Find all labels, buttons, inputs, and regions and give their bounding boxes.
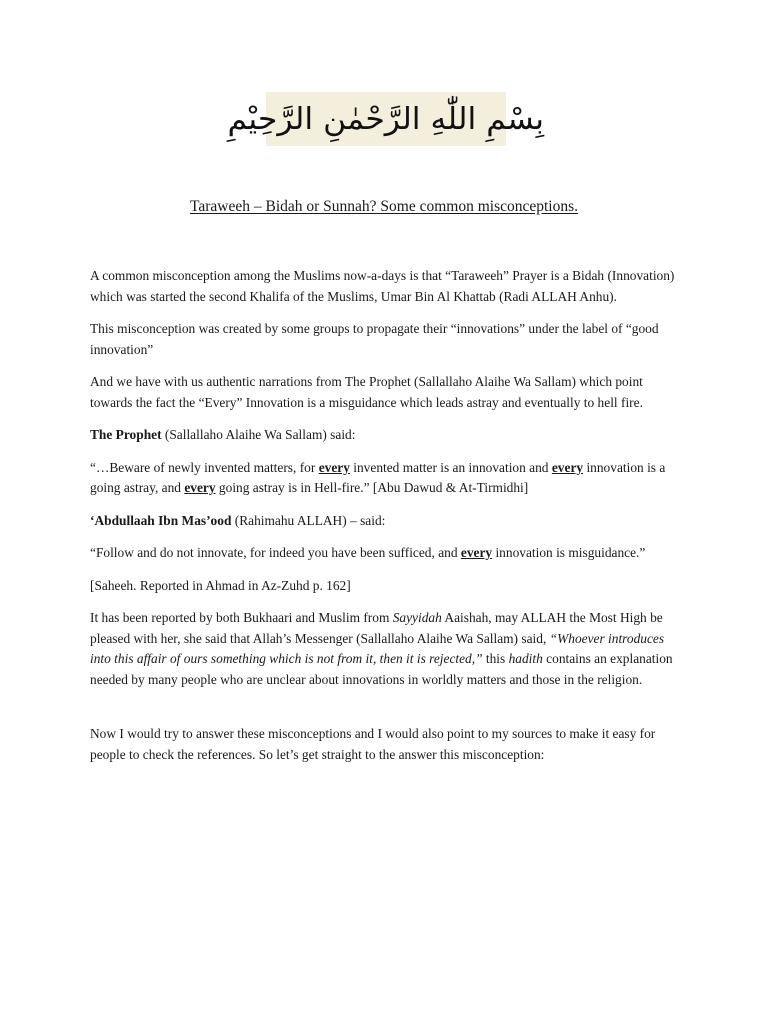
speaker-ibn-masood: ‘Abdullaah Ibn Mas’ood bbox=[90, 512, 232, 528]
italic-sayyidah: Sayyidah bbox=[392, 610, 442, 625]
italic-hadith-word: hadith bbox=[508, 651, 543, 666]
text-segment: this bbox=[482, 651, 509, 666]
paragraph-ibn-masood bbox=[90, 511, 684, 532]
emphasis-every: every bbox=[318, 459, 350, 475]
document-title: Taraweeh – Bidah or Sunnah? Some common misconceptions. bbox=[189, 198, 579, 215]
paragraph-intro: A common misconception among the Muslims now-a-days is that “Taraweeh” Prayer is a Bidah (Innovation) which was started the second Khalifa of the Muslims, Umar Bin Al Khattab (Radi ALLAH Anhu). bbox=[90, 268, 675, 304]
paragraph-reference: [Saheeh. Reported in Ahmad in Az-Zuhd p. 162] bbox=[90, 577, 351, 593]
paragraph-authentic-narrations: And we have with us authentic narrations from The Prophet (Sallallaho Alaihe Wa Sallam) which point towards the fact the “Every” Innovation is a misguidance which leads astray and eventually to hell fire. bbox=[90, 374, 643, 410]
speaker-prophet-rest: (Sallallaho Alaihe Wa Sallam) said: bbox=[161, 427, 356, 442]
text-segment: contains an explanation needed by many people who are unclear about innovations in worldly matters and those in the religion. bbox=[90, 651, 673, 687]
speaker-ibn-masood-rest: (Rahimahu ALLAH) – said: bbox=[231, 512, 386, 528]
italic-hadith-quote: “Whoever introduces into this affair of ours something which is not from it, then it is rejected,” bbox=[90, 630, 665, 666]
text-segment: It has been reported by both Bukhaari and Muslim from bbox=[90, 610, 393, 625]
quote-segment: “…Beware of newly invented matters, for bbox=[90, 459, 319, 475]
bismillah-calligraphy bbox=[227, 92, 545, 146]
text-segment: Aaishah, may ALLAH the Most High be pleased with her, she said that Allah’s Messenger (Sallallaho Alaihe Wa Sallam) said, bbox=[90, 610, 663, 646]
paragraph-hadith-quote bbox=[90, 458, 684, 499]
quote-segment: “Follow and do not innovate, for indeed you have been sufficed, and bbox=[90, 545, 461, 560]
paragraph-prophet-said bbox=[90, 425, 684, 446]
quote-segment: innovation is misguidance.” bbox=[492, 545, 646, 560]
emphasis-every: every bbox=[460, 545, 493, 560]
quote-segment: invented matter is an innovation and bbox=[349, 459, 552, 475]
paragraph-bukhaari-muslim bbox=[90, 608, 684, 690]
emphasis-every: every bbox=[184, 480, 216, 495]
paragraph-answer-intro: Now I would try to answer these misconceptions and I would also point to my sources to make it easy for people to check the references. So let’s get straight to the answer this misconception: bbox=[90, 726, 656, 762]
speaker-prophet: The Prophet bbox=[90, 427, 162, 442]
bismillah-text: بِسْمِ اللّٰهِ الرَّحْمٰنِ الرَّحِيْمِ bbox=[227, 101, 545, 137]
paragraph-follow-quote bbox=[90, 543, 684, 564]
quote-segment: going astray is in Hell-fire.” [Abu Dawud & At-Tirmidhi] bbox=[215, 480, 529, 495]
quote-segment: innovation is a going astray, and bbox=[90, 459, 666, 495]
emphasis-every: every bbox=[551, 459, 584, 475]
document-body bbox=[90, 266, 684, 777]
paragraph-misconception-origin: This misconception was created by some groups to propagate their “innovations” under the label of “good innovation” bbox=[90, 321, 659, 357]
